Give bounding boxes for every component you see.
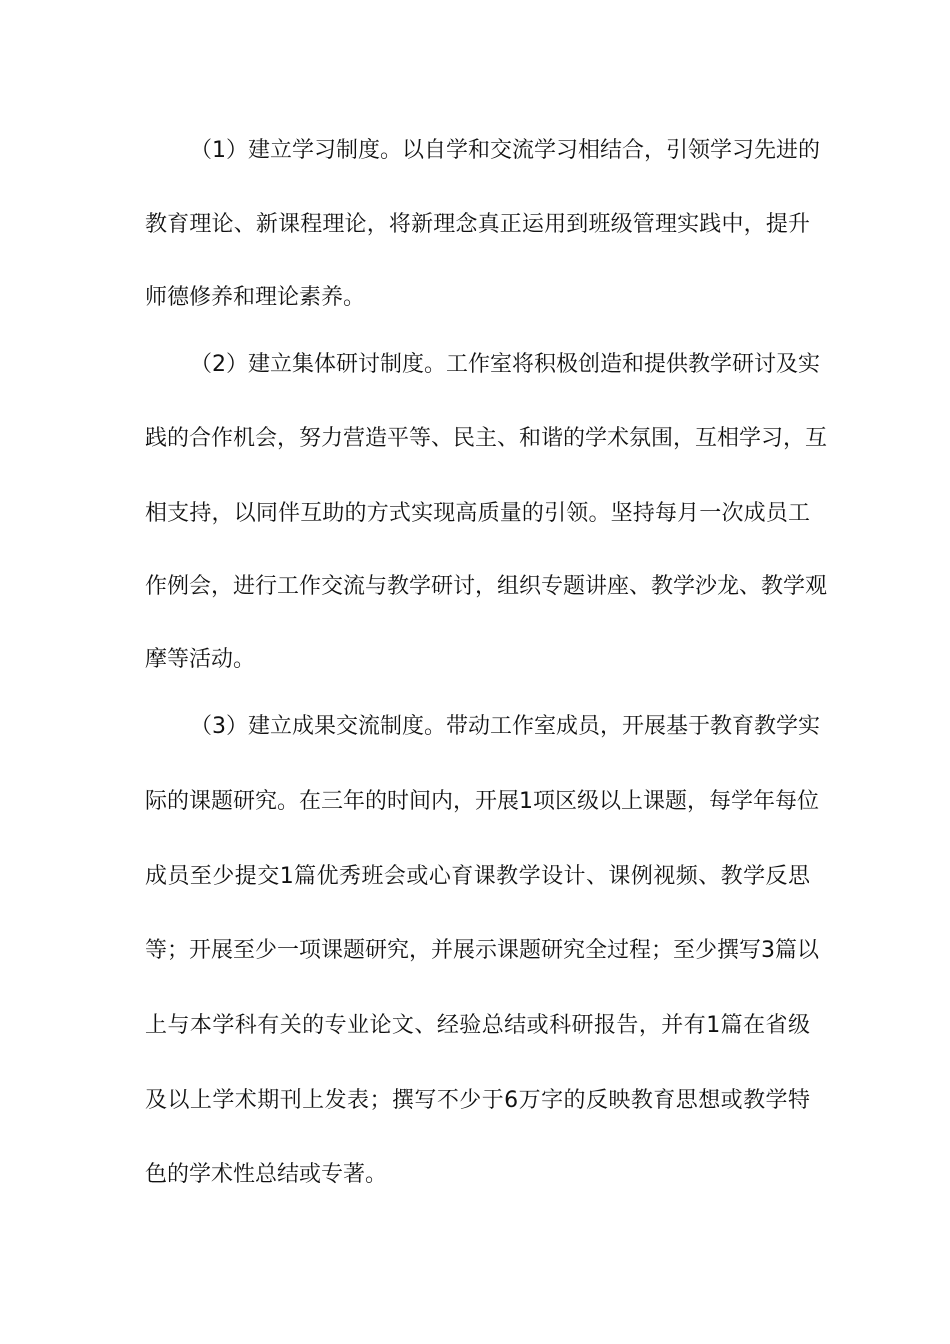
paragraph-3-line-3: 成员至少提交1篇优秀班会或心育课教学设计、课例视频、教学反思: [145, 864, 810, 889]
paragraph-1-line-1: （1）建立学习制度。以自学和交流学习相结合，引领学习先进的: [190, 138, 820, 163]
paragraph-3-line-6: 及以上学术期刊上发表；撰写不少于6万字的反映教育思想或教学特: [145, 1088, 810, 1113]
paragraph-1-line-2: 教育理论、新课程理论，将新理念真正运用到班级管理实践中，提升: [145, 212, 810, 237]
paragraph-3-line-5: 上与本学科有关的专业论文、经验总结或科研报告，并有1篇在省级: [145, 1013, 810, 1038]
paragraph-2-line-3: 相支持，以同伴互助的方式实现高质量的引领。坚持每月一次成员工: [145, 501, 810, 526]
paragraph-3-line-2: 际的课题研究。在三年的时间内，开展1项区级以上课题，每学年每位: [145, 789, 819, 814]
paragraph-2-line-2: 践的合作机会，努力营造平等、民主、和谐的学术氛围，互相学习，互: [145, 426, 828, 451]
paragraph-2-line-4: 作例会，进行工作交流与教学研讨，组织专题讲座、教学沙龙、教学观: [145, 574, 828, 599]
paragraph-2-line-1: （2）建立集体研讨制度。工作室将积极创造和提供教学研讨及实: [190, 352, 820, 377]
paragraph-3-line-1: （3）建立成果交流制度。带动工作室成员，开展基于教育教学实: [190, 714, 820, 739]
paragraph-3-line-4: 等；开展至少一项课题研究，并展示课题研究全过程；至少撰写3篇以: [145, 938, 819, 963]
paragraph-3-line-7: 色的学术性总结或专著。: [145, 1162, 388, 1187]
paragraph-2-line-5: 摩等活动。: [145, 647, 256, 672]
paragraph-1-line-3: 师德修养和理论素养。: [145, 285, 366, 310]
